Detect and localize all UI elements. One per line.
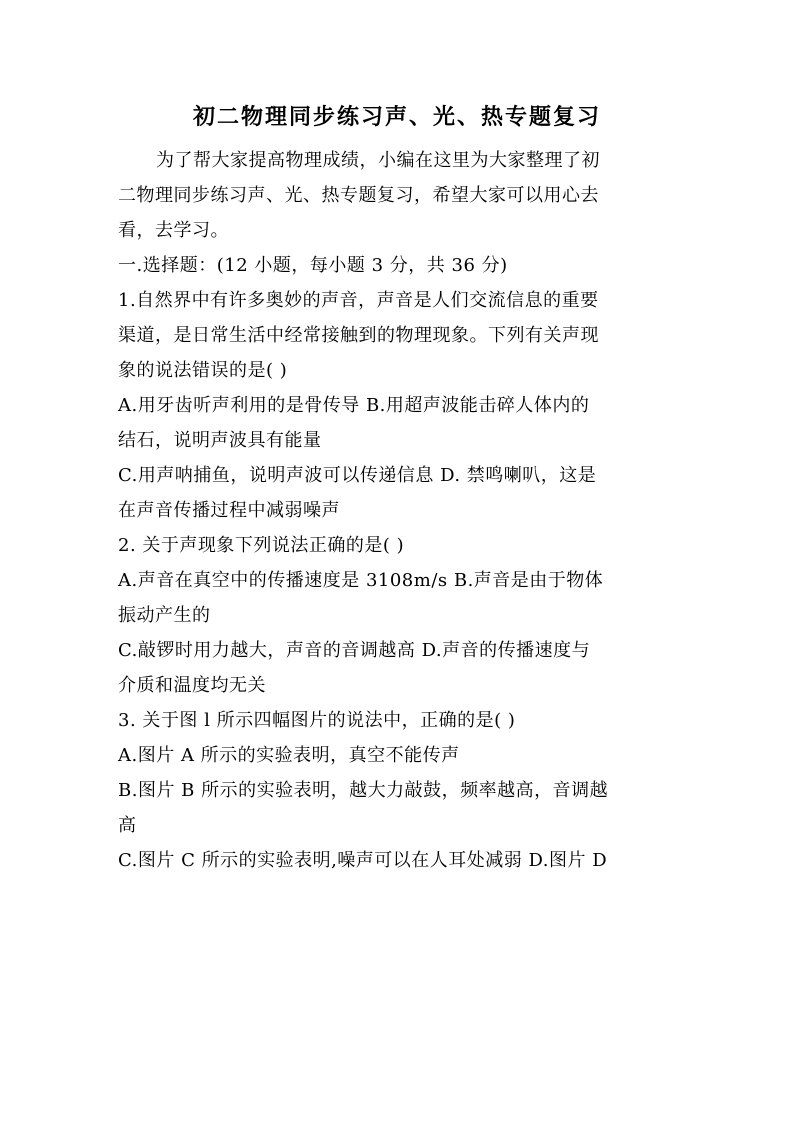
question-3-option-a: A.图片 A 所示的实验表明，真空不能传声 [118,745,460,766]
question-1-line-3: 象的说法错误的是( ) [118,360,288,381]
document-body [118,143,678,878]
question-1-options-ab-cont: 结石，说明声波具有能量 [118,430,322,451]
question-2-stem: 2. 关于声现象下列说法正确的是( ) [118,535,405,556]
question-1-line-1: 1.自然界中有许多奥妙的声音，声音是人们交流信息的重要 [118,290,599,311]
intro-line-2: 二物理同步练习声、光、热专题复习，希望大家可以用心去 [118,185,599,206]
question-2-options-cd-cont: 介质和温度均无关 [118,675,266,696]
question-3-option-b-cont: 高 [118,815,137,836]
question-1-line-2: 渠道，是日常生活中经常接触到的物理现象。下列有关声现 [118,325,599,346]
section-heading: 一.选择题：(12 小题，每小题 3 分，共 36 分) [118,255,508,276]
intro-line-1: 为了帮大家提高物理成绩，小编在这里为大家整理了初 [156,150,600,171]
question-2-options-ab: A.声音在真空中的传播速度是 3108m/s B.声音是由于物体 [118,570,604,591]
question-3-options-cd: C.图片 C 所示的实验表明,噪声可以在人耳处减弱 D.图片 D [118,850,608,871]
question-1-options-cd-cont: 在声音传播过程中减弱噪声 [118,500,340,521]
question-2-options-ab-cont: 振动产生的 [118,605,211,626]
document-title: 初二物理同步练习声、光、热专题复习 [192,104,601,130]
question-1-options-cd: C.用声呐捕鱼，说明声波可以传递信息 D. 禁鸣喇叭，这是 [118,465,597,486]
question-3-option-b: B.图片 B 所示的实验表明，越大力敲鼓，频率越高，音调越 [118,780,609,801]
question-1-options-ab: A.用牙齿听声利用的是骨传导 B.用超声波能击碎人体内的 [118,395,590,416]
question-3-stem: 3. 关于图 l 所示四幅图片的说法中，正确的是( ) [118,710,516,731]
question-2-options-cd: C.敲锣时用力越大，声音的音调越高 D.声音的传播速度与 [118,640,591,661]
intro-line-3: 看，去学习。 [118,220,229,241]
